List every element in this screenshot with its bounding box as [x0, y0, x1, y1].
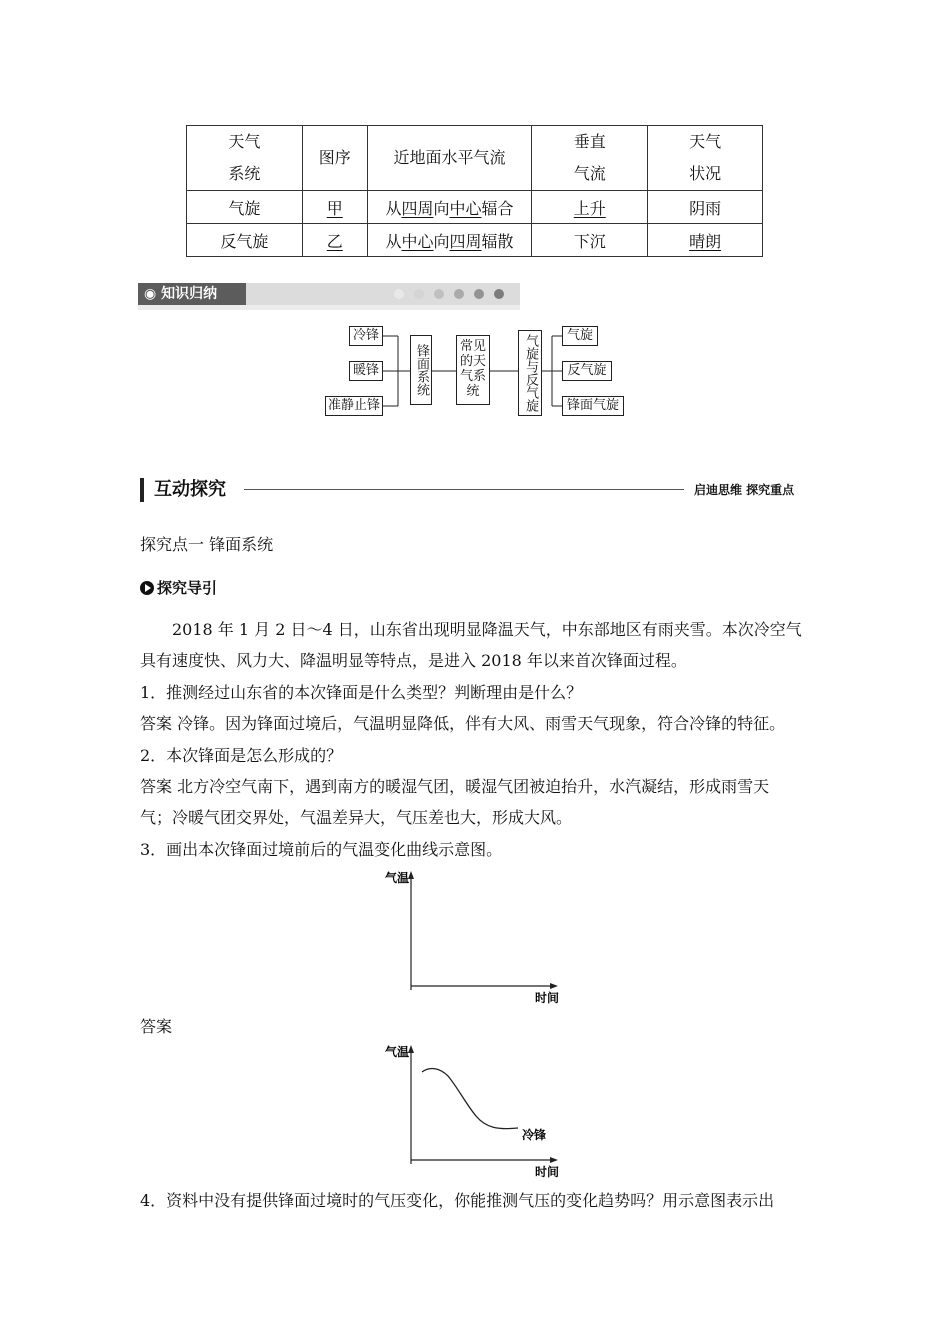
map-node-anticyclone: 反气旋	[562, 361, 612, 381]
play-icon	[140, 581, 154, 595]
cell-flow: 从中心向四周辐散	[367, 224, 532, 257]
cell-weather: 阴雨	[648, 191, 763, 224]
answer-temperature-graph	[380, 1040, 580, 1180]
answer-3-label: 答案	[140, 1017, 173, 1036]
header-cell-figure: 图序	[302, 126, 367, 191]
inquiry-guide-heading: 探究导引	[140, 578, 217, 598]
map-node-front-system: 锋面系统	[410, 335, 432, 405]
map-node-frontal-cyclone: 锋面气旋	[562, 396, 624, 416]
weather-system-table	[186, 125, 763, 257]
curve-label: 冷锋	[522, 1128, 547, 1142]
table-row	[187, 191, 763, 224]
answer-2-line: 答案 北方冷空气南下，遇到南方的暖湿气团，暖湿气团被迫抬升，水汽凝结，形成雨雪天	[140, 777, 770, 796]
blank-temperature-graph	[380, 866, 580, 1006]
cell-vertical: 下沉	[532, 224, 648, 257]
answer-2-line: 气；冷暖气团交界处，气温差异大，气压差也大，形成大风。	[140, 808, 573, 827]
map-node-warm-front: 暖锋	[349, 361, 383, 381]
section-subtitle: 启迪思维 探究重点	[694, 483, 795, 497]
cell-system: 气旋	[187, 191, 303, 224]
progress-dot	[434, 289, 444, 299]
temperature-curve	[422, 1069, 518, 1129]
map-node-cold-front: 冷锋	[349, 326, 383, 346]
map-node-common-weather-systems: 常见的天气系统	[456, 335, 490, 405]
knowledge-summary-label: ◉ 知识归纳	[138, 283, 246, 305]
progress-dot	[474, 289, 484, 299]
header-cell-weather: 天气 状况	[648, 126, 763, 191]
bar-shadow	[138, 305, 520, 310]
header-cell-vertical: 垂直 气流	[532, 126, 648, 191]
map-node-cyclone: 气旋	[562, 326, 598, 346]
y-axis-label: 气温	[385, 1045, 410, 1059]
table-header-row	[187, 126, 763, 191]
x-axis-arrow	[550, 983, 558, 989]
cell-weather: 晴朗	[648, 224, 763, 257]
cell-system: 反气旋	[187, 224, 303, 257]
intro-paragraph-line: 2018 年 1 月 2 日～4 日，山东省出现明显降温天气，中东部地区有雨夹雪。本次冷空气	[172, 620, 802, 639]
progress-dot	[454, 289, 464, 299]
table-row	[187, 224, 763, 257]
x-axis-label: 时间	[535, 991, 560, 1005]
question-3: 3．画出本次锋面过境前后的气温变化曲线示意图。	[140, 840, 503, 859]
question-4: 4．资料中没有提供锋面过境时的气压变化，你能推测气压的变化趋势吗？用示意图表示出	[140, 1191, 775, 1210]
header-cell-flow: 近地面水平气流	[367, 126, 532, 191]
cell-figure: 甲	[302, 191, 367, 224]
map-node-stationary-front: 准静止锋	[325, 396, 383, 416]
cell-flow: 从四周向中心辐合	[367, 191, 532, 224]
intro-paragraph-line: 具有速度快、风力大、降温明显等特点，是进入 2018 年以来首次锋面过程。	[140, 651, 687, 670]
section-title: 互动探究	[140, 478, 226, 502]
question-1: 1．推测经过山东省的本次锋面是什么类型？判断理由是什么？	[140, 683, 583, 702]
progress-dot	[394, 289, 404, 299]
map-node-cyclone-anticyclone: 气旋与反气旋	[518, 330, 542, 416]
question-2: 2．本次锋面是怎么形成的？	[140, 746, 343, 765]
cell-figure: 乙	[302, 224, 367, 257]
cell-vertical: 上升	[532, 191, 648, 224]
x-axis-label: 时间	[535, 1165, 560, 1179]
answer-1: 答案 冷锋。因为锋面过境后，气温明显降低，伴有大风、雨雪天气现象，符合冷锋的特征。	[140, 714, 786, 733]
y-axis-label: 气温	[385, 871, 410, 885]
section-header-rule	[244, 489, 684, 490]
progress-dot	[494, 289, 504, 299]
x-axis-arrow	[550, 1157, 558, 1163]
inquiry-point-title: 探究点一 锋面系统	[140, 535, 274, 554]
header-cell-system: 天气 系统	[187, 126, 303, 191]
knowledge-summary-bar	[138, 283, 520, 313]
progress-dot	[414, 289, 424, 299]
